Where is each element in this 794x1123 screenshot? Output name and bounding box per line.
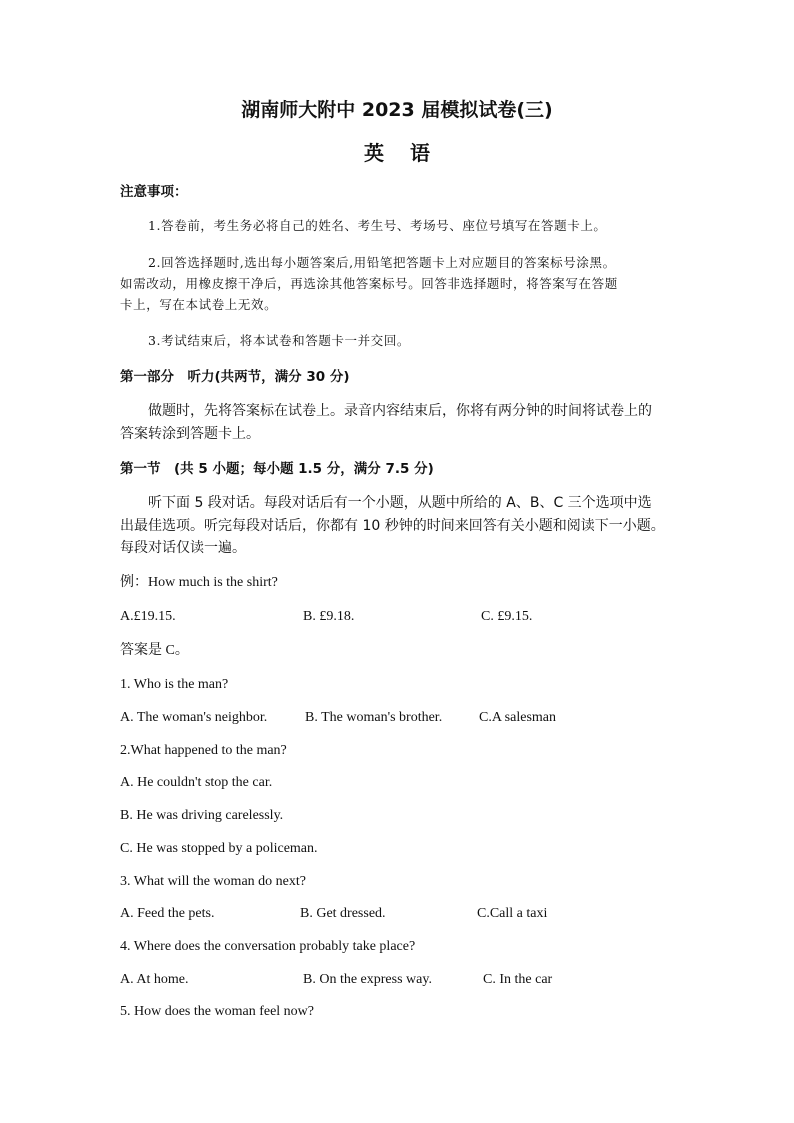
question-3-option-a: A. Feed the pets. bbox=[120, 906, 215, 921]
question-1-option-b: B. The woman's brother. bbox=[305, 710, 443, 725]
subject-title: 英语 bbox=[364, 141, 456, 165]
question-4-stem: 4. Where does the conversation probably take place? bbox=[120, 939, 416, 954]
example-option-a: A.£19.15. bbox=[120, 609, 176, 624]
section1-heading: 第一节 (共 5 小题；每小题 1.5 分，满分 7.5 分) bbox=[120, 461, 434, 477]
question-2-option-c: C. He was stopped by a policeman. bbox=[120, 841, 318, 856]
notice-heading: 注意事项： bbox=[120, 184, 188, 200]
exam-title: 湖南师大附中 2023 届模拟试卷(三) bbox=[241, 99, 553, 121]
question-5-stem: 5. How does the woman feel now? bbox=[120, 1004, 315, 1019]
part1-intro-line-1: 做题时，先将答案标在试卷上。录音内容结束后，你将有两分钟的时间将试卷上的 bbox=[148, 403, 652, 419]
question-1-option-a: A. The woman's neighbor. bbox=[120, 710, 268, 725]
notice-item-2-line-2: 如需改动，用橡皮擦干净后，再选涂其他答案标号。回答非选择题时，将答案写在答题 bbox=[120, 276, 618, 291]
example-answer: 答案是 C。 bbox=[120, 643, 189, 658]
part1-intro-line-2: 答案转涂到答题卡上。 bbox=[120, 426, 260, 442]
part1-heading: 第一部分 听力(共两节，满分 30 分) bbox=[120, 369, 350, 385]
example-option-b: B. £9.18. bbox=[303, 609, 355, 624]
section1-intro-line-3: 每段对话仅读一遍。 bbox=[120, 540, 246, 556]
question-2-option-a: A. He couldn't stop the car. bbox=[120, 775, 273, 790]
question-1-option-c: C.A salesman bbox=[479, 710, 556, 725]
notice-item-2-line-3: 卡上，写在本试卷上无效。 bbox=[120, 297, 278, 312]
question-2-stem: 2.What happened to the man? bbox=[120, 743, 287, 758]
question-2-option-b: B. He was driving carelessly. bbox=[120, 808, 284, 823]
question-3-option-c: C.Call a taxi bbox=[477, 906, 548, 921]
question-1-stem: 1. Who is the man? bbox=[120, 677, 229, 692]
question-4-option-a: A. At home. bbox=[120, 972, 189, 987]
example-option-c: C. £9.15. bbox=[481, 609, 533, 624]
question-4-option-c: C. In the car bbox=[483, 972, 553, 987]
section1-intro-line-1: 听下面 5 段对话。每段对话后有一个小题，从题中所给的 A、B、C 三个选项中选 bbox=[148, 495, 652, 511]
question-3-option-b: B. Get dressed. bbox=[300, 906, 386, 921]
question-4-option-b: B. On the express way. bbox=[303, 972, 432, 987]
notice-item-3: 3.考试结束后，将本试卷和答题卡一并交回。 bbox=[148, 333, 411, 348]
example-question: 例：How much is the shirt? bbox=[120, 575, 278, 590]
notice-item-1: 1.答卷前，考生务必将自己的姓名、考生号、考场号、座位号填写在答题卡上。 bbox=[148, 218, 607, 233]
question-3-stem: 3. What will the woman do next? bbox=[120, 874, 306, 889]
section1-intro-line-2: 出最佳选项。听完每段对话后，你都有 10 秒钟的时间来回答有关小题和阅读下一小题。 bbox=[120, 518, 665, 534]
notice-item-2-line-1: 2.回答选择题时,选出每小题答案后,用铅笔把答题卡上对应题目的答案标号涂黑。 bbox=[148, 255, 616, 270]
